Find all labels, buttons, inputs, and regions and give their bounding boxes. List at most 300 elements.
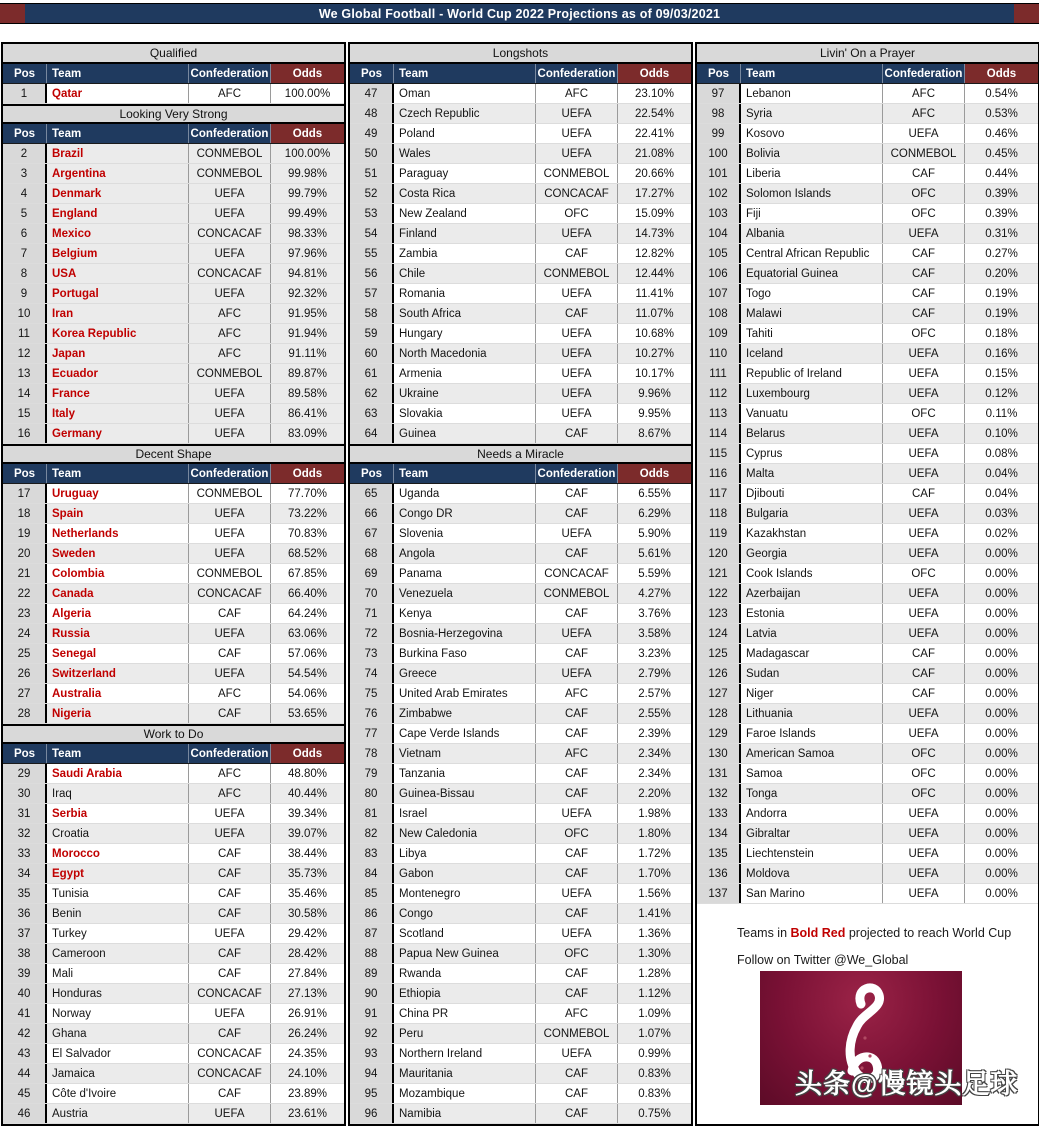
pos-cell: 47 <box>350 84 394 103</box>
table-row <box>350 364 691 384</box>
pos-cell: 63 <box>350 404 394 423</box>
team-cell: Burkina Faso <box>394 644 536 663</box>
conf-cell: UEFA <box>883 504 965 523</box>
table-row <box>697 344 1038 364</box>
table-row <box>697 444 1038 464</box>
table-row <box>3 344 344 364</box>
table-row <box>697 364 1038 384</box>
watermark-text: 头条@慢镜头足球 <box>795 1069 1019 1099</box>
pos-cell: 84 <box>350 864 394 883</box>
team-cell: Cape Verde Islands <box>394 724 536 743</box>
odds-cell: 0.83% <box>638 1087 671 1100</box>
odds-cell: 10.27% <box>634 347 674 360</box>
conf-cell: AFC <box>883 84 965 103</box>
odds-cell: 94.81% <box>287 267 327 280</box>
pos-cell: 105 <box>697 244 741 263</box>
pos-cell: 114 <box>697 424 741 443</box>
pos-cell: 85 <box>350 884 394 903</box>
column-header-odds: Odds <box>271 64 344 83</box>
table-row <box>697 484 1038 504</box>
pos-cell: 64 <box>350 424 394 443</box>
pos-cell: 11 <box>3 324 47 343</box>
team-cell: Libya <box>394 844 536 863</box>
conf-cell: OFC <box>883 564 965 583</box>
team-cell: Benin <box>47 904 189 923</box>
odds-cell: 2.55% <box>638 707 671 720</box>
conf-cell: OFC <box>883 204 965 223</box>
odds-cell: 8.67% <box>638 427 671 440</box>
team-cell: Czech Republic <box>394 104 536 123</box>
pos-cell: 52 <box>350 184 394 203</box>
odds-cell: 1.36% <box>638 927 671 940</box>
conf-cell: CONMEBOL <box>536 1024 618 1043</box>
table-row <box>350 284 691 304</box>
conf-cell: CAF <box>536 764 618 783</box>
conf-cell: CONMEBOL <box>536 264 618 283</box>
conf-cell: UEFA <box>883 804 965 823</box>
table-row <box>350 344 691 364</box>
table-row <box>697 824 1038 844</box>
pos-cell: 99 <box>697 124 741 143</box>
table-row <box>697 264 1038 284</box>
conf-cell: CAF <box>536 1104 618 1123</box>
column-header-row <box>350 464 691 484</box>
table-row <box>3 484 344 504</box>
column-header-row <box>350 64 691 84</box>
conf-cell: UEFA <box>536 104 618 123</box>
team-cell: American Samoa <box>741 744 883 763</box>
odds-cell: 1.07% <box>638 1027 671 1040</box>
conf-cell: CONCACAF <box>189 224 271 243</box>
team-cell: Cook Islands <box>741 564 883 583</box>
odds-cell: 30.58% <box>287 907 327 920</box>
conf-cell: CAF <box>536 644 618 663</box>
conf-cell: AFC <box>189 304 271 323</box>
pos-cell: 112 <box>697 384 741 403</box>
team-cell: Turkey <box>47 924 189 943</box>
conf-cell: CAF <box>536 244 618 263</box>
team-cell: Colombia <box>47 564 189 583</box>
conf-cell: UEFA <box>883 584 965 603</box>
odds-cell: 100.00% <box>284 87 331 100</box>
conf-cell: OFC <box>883 184 965 203</box>
team-cell: Georgia <box>741 544 883 563</box>
table-row <box>3 144 344 164</box>
odds-cell: 2.20% <box>638 787 671 800</box>
legend-highlight: Bold Red <box>790 926 846 940</box>
column-header-conf: Confederation <box>536 64 618 83</box>
conf-cell: UEFA <box>883 884 965 903</box>
table-row <box>350 564 691 584</box>
conf-cell: OFC <box>536 204 618 223</box>
team-cell: Liechtenstein <box>741 844 883 863</box>
table-row <box>3 1064 344 1084</box>
table-row <box>697 704 1038 724</box>
table-row <box>697 164 1038 184</box>
team-cell: Senegal <box>47 644 189 663</box>
odds-cell: 0.53% <box>985 107 1018 120</box>
conf-cell: UEFA <box>536 1044 618 1063</box>
team-cell: Malawi <box>741 304 883 323</box>
pos-cell: 119 <box>697 524 741 543</box>
odds-cell: 1.72% <box>638 847 671 860</box>
odds-cell: 0.00% <box>985 667 1018 680</box>
table-row <box>350 504 691 524</box>
odds-cell: 92.32% <box>287 287 327 300</box>
pos-cell: 34 <box>3 864 47 883</box>
table-row <box>350 824 691 844</box>
conf-cell: CAF <box>536 1064 618 1083</box>
table-row <box>697 224 1038 244</box>
conf-cell: CAF <box>536 304 618 323</box>
conf-cell: CONCACAF <box>536 184 618 203</box>
pos-cell: 16 <box>3 424 47 443</box>
conf-cell: CAF <box>536 424 618 443</box>
odds-cell: 9.95% <box>638 407 671 420</box>
odds-cell: 21.08% <box>634 147 674 160</box>
table-row <box>350 844 691 864</box>
odds-cell: 0.10% <box>985 427 1018 440</box>
odds-cell: 57.06% <box>287 647 327 660</box>
conf-cell: AFC <box>189 764 271 783</box>
pos-cell: 131 <box>697 764 741 783</box>
conf-cell: UEFA <box>536 364 618 383</box>
pos-cell: 134 <box>697 824 741 843</box>
table-row <box>350 484 691 504</box>
conf-cell: UEFA <box>536 284 618 303</box>
pos-cell: 108 <box>697 304 741 323</box>
table-row <box>350 404 691 424</box>
pos-cell: 76 <box>350 704 394 723</box>
pos-cell: 15 <box>3 404 47 423</box>
pos-cell: 5 <box>3 204 47 223</box>
team-cell: Namibia <box>394 1104 536 1123</box>
table-row <box>350 164 691 184</box>
section-title: Looking Very Strong <box>3 104 344 124</box>
table-row <box>350 144 691 164</box>
table-row <box>3 984 344 1004</box>
team-cell: England <box>47 204 189 223</box>
pos-cell: 49 <box>350 124 394 143</box>
pos-cell: 27 <box>3 684 47 703</box>
table-row <box>350 804 691 824</box>
team-cell: Greece <box>394 664 536 683</box>
pos-cell: 118 <box>697 504 741 523</box>
table-row <box>3 904 344 924</box>
odds-cell: 23.10% <box>634 87 674 100</box>
legend-text: Teams in <box>737 926 791 940</box>
pos-cell: 96 <box>350 1104 394 1123</box>
odds-cell: 4.27% <box>638 587 671 600</box>
table-row <box>350 584 691 604</box>
table-row <box>697 304 1038 324</box>
table-row <box>350 104 691 124</box>
pos-cell: 120 <box>697 544 741 563</box>
table-row <box>697 664 1038 684</box>
team-cell: Zimbabwe <box>394 704 536 723</box>
conf-cell: CAF <box>189 1024 271 1043</box>
column-header-conf: Confederation <box>189 64 271 83</box>
odds-cell: 0.00% <box>985 587 1018 600</box>
team-cell: Argentina <box>47 164 189 183</box>
odds-cell: 0.00% <box>985 887 1018 900</box>
pos-cell: 103 <box>697 204 741 223</box>
odds-cell: 0.31% <box>985 227 1018 240</box>
conf-cell: CONCACAF <box>536 564 618 583</box>
column-header-team: Team <box>47 744 189 763</box>
table-row <box>3 224 344 244</box>
team-cell: Angola <box>394 544 536 563</box>
odds-cell: 12.82% <box>634 247 674 260</box>
conf-cell: CAF <box>536 544 618 563</box>
odds-cell: 29.42% <box>287 927 327 940</box>
pos-cell: 88 <box>350 944 394 963</box>
table-row <box>697 584 1038 604</box>
team-cell: Tonga <box>741 784 883 803</box>
pos-cell: 29 <box>3 764 47 783</box>
team-cell: Tahiti <box>741 324 883 343</box>
column-header-odds: Odds <box>965 64 1038 83</box>
team-cell: Bosnia-Herzegovina <box>394 624 536 643</box>
pos-cell: 53 <box>350 204 394 223</box>
table-row <box>3 424 344 444</box>
pos-cell: 42 <box>3 1024 47 1043</box>
pos-cell: 72 <box>350 624 394 643</box>
pos-cell: 13 <box>3 364 47 383</box>
table-row <box>697 244 1038 264</box>
odds-cell: 9.96% <box>638 387 671 400</box>
odds-cell: 91.94% <box>287 327 327 340</box>
table-row <box>350 704 691 724</box>
conf-cell: CAF <box>189 904 271 923</box>
pos-cell: 98 <box>697 104 741 123</box>
odds-cell: 22.54% <box>634 107 674 120</box>
team-cell: Côte d'Ivoire <box>47 1084 189 1103</box>
pos-cell: 9 <box>3 284 47 303</box>
odds-cell: 0.19% <box>985 307 1018 320</box>
conf-cell: CONMEBOL <box>189 364 271 383</box>
odds-cell: 24.10% <box>287 1067 327 1080</box>
conf-cell: UEFA <box>189 804 271 823</box>
conf-cell: UEFA <box>883 224 965 243</box>
team-cell: Congo <box>394 904 536 923</box>
pos-cell: 121 <box>697 564 741 583</box>
odds-cell: 100.00% <box>284 147 331 160</box>
conf-cell: CONMEBOL <box>189 144 271 163</box>
column-header-conf: Confederation <box>189 744 271 763</box>
table-row <box>3 784 344 804</box>
odds-cell: 1.12% <box>638 987 671 1000</box>
pos-cell: 92 <box>350 1024 394 1043</box>
odds-cell: 39.34% <box>287 807 327 820</box>
table-row <box>697 84 1038 104</box>
conf-cell: UEFA <box>883 864 965 883</box>
conf-cell: OFC <box>883 784 965 803</box>
odds-cell: 0.45% <box>985 147 1018 160</box>
conf-cell: UEFA <box>189 824 271 843</box>
odds-cell: 91.11% <box>288 347 327 360</box>
odds-cell: 97.96% <box>287 247 327 260</box>
legend-line <box>737 920 1037 947</box>
conf-cell: CAF <box>883 664 965 683</box>
team-cell: Austria <box>47 1104 189 1123</box>
table-row <box>350 184 691 204</box>
odds-cell: 11.41% <box>635 287 674 300</box>
pos-cell: 35 <box>3 884 47 903</box>
table-row <box>3 1044 344 1064</box>
team-cell: Malta <box>741 464 883 483</box>
title-bar-left-cap <box>0 4 25 23</box>
pos-cell: 14 <box>3 384 47 403</box>
column-header-conf: Confederation <box>883 64 965 83</box>
column-header-odds: Odds <box>618 464 691 483</box>
pos-cell: 1 <box>3 84 47 103</box>
team-cell: Iraq <box>47 784 189 803</box>
pos-cell: 7 <box>3 244 47 263</box>
odds-cell: 1.98% <box>638 807 671 820</box>
table-row <box>350 204 691 224</box>
team-cell: Armenia <box>394 364 536 383</box>
table-row <box>350 384 691 404</box>
table-row <box>697 764 1038 784</box>
team-cell: Canada <box>47 584 189 603</box>
column-header-pos: Pos <box>3 124 47 143</box>
odds-cell: 1.41% <box>638 907 671 920</box>
table-row <box>3 604 344 624</box>
table-row <box>350 544 691 564</box>
team-cell: Switzerland <box>47 664 189 683</box>
pos-cell: 128 <box>697 704 741 723</box>
pos-cell: 94 <box>350 1064 394 1083</box>
team-cell: Albania <box>741 224 883 243</box>
pos-cell: 37 <box>3 924 47 943</box>
pos-cell: 123 <box>697 604 741 623</box>
odds-cell: 2.57% <box>638 687 671 700</box>
pos-cell: 110 <box>697 344 741 363</box>
table-row <box>697 124 1038 144</box>
team-cell: Honduras <box>47 984 189 1003</box>
team-cell: Montenegro <box>394 884 536 903</box>
pos-cell: 59 <box>350 324 394 343</box>
twitter-handle <box>737 947 1037 974</box>
odds-cell: 2.34% <box>638 767 671 780</box>
team-cell: Qatar <box>47 84 189 103</box>
odds-cell: 0.16% <box>985 347 1018 360</box>
team-cell: Niger <box>741 684 883 703</box>
odds-cell: 67.85% <box>287 567 327 580</box>
odds-cell: 3.58% <box>638 627 671 640</box>
title-bar <box>0 3 1039 24</box>
table-row <box>697 384 1038 404</box>
conf-cell: UEFA <box>536 124 618 143</box>
table-row <box>3 924 344 944</box>
table-column-middle <box>348 42 693 1126</box>
column-header-row <box>697 64 1038 84</box>
team-cell: Tunisia <box>47 884 189 903</box>
team-cell: New Caledonia <box>394 824 536 843</box>
table-row <box>697 404 1038 424</box>
odds-cell: 3.76% <box>638 607 671 620</box>
pos-cell: 111 <box>697 364 741 383</box>
pos-cell: 137 <box>697 884 741 903</box>
table-column-left <box>1 42 346 1126</box>
conf-cell: UEFA <box>883 604 965 623</box>
team-cell: Mauritania <box>394 1064 536 1083</box>
conf-cell: CAF <box>883 644 965 663</box>
odds-cell: 35.46% <box>287 887 327 900</box>
conf-cell: CAF <box>189 864 271 883</box>
pos-cell: 20 <box>3 544 47 563</box>
footer-note <box>737 920 1037 974</box>
odds-cell: 17.27% <box>634 187 674 200</box>
pos-cell: 132 <box>697 784 741 803</box>
table-row <box>697 324 1038 344</box>
table-row <box>3 684 344 704</box>
team-cell: Iceland <box>741 344 883 363</box>
team-cell: Moldova <box>741 864 883 883</box>
team-cell: Vietnam <box>394 744 536 763</box>
team-cell: Belarus <box>741 424 883 443</box>
table-row <box>350 764 691 784</box>
table-row <box>350 124 691 144</box>
pos-cell: 2 <box>3 144 47 163</box>
odds-cell: 99.79% <box>287 187 327 200</box>
odds-cell: 68.52% <box>287 547 327 560</box>
team-cell: Syria <box>741 104 883 123</box>
table-row <box>350 1024 691 1044</box>
conf-cell: UEFA <box>189 184 271 203</box>
conf-cell: UEFA <box>189 544 271 563</box>
table-row <box>350 424 691 444</box>
pos-cell: 100 <box>697 144 741 163</box>
conf-cell: UEFA <box>189 404 271 423</box>
team-cell: Brazil <box>47 144 189 163</box>
pos-cell: 135 <box>697 844 741 863</box>
team-cell: Poland <box>394 124 536 143</box>
team-cell: Latvia <box>741 624 883 643</box>
pos-cell: 70 <box>350 584 394 603</box>
team-cell: Venezuela <box>394 584 536 603</box>
column-header-team: Team <box>394 464 536 483</box>
team-cell: Solomon Islands <box>741 184 883 203</box>
team-cell: Togo <box>741 284 883 303</box>
conf-cell: CAF <box>883 264 965 283</box>
team-cell: Tanzania <box>394 764 536 783</box>
table-row <box>350 944 691 964</box>
pos-cell: 93 <box>350 1044 394 1063</box>
odds-cell: 0.00% <box>985 567 1018 580</box>
odds-cell: 1.80% <box>638 827 671 840</box>
table-row <box>3 244 344 264</box>
odds-cell: 48.80% <box>287 767 327 780</box>
table-row <box>350 884 691 904</box>
pos-cell: 67 <box>350 524 394 543</box>
odds-cell: 0.18% <box>985 327 1018 340</box>
pos-cell: 61 <box>350 364 394 383</box>
team-cell: Madagascar <box>741 644 883 663</box>
table-row <box>697 844 1038 864</box>
pos-cell: 83 <box>350 844 394 863</box>
team-cell: Serbia <box>47 804 189 823</box>
team-cell: Denmark <box>47 184 189 203</box>
column-header-team: Team <box>741 64 883 83</box>
conf-cell: UEFA <box>536 224 618 243</box>
team-cell: Liberia <box>741 164 883 183</box>
conf-cell: UEFA <box>189 504 271 523</box>
conf-cell: CAF <box>189 1084 271 1103</box>
table-row <box>3 284 344 304</box>
table-row <box>350 864 691 884</box>
